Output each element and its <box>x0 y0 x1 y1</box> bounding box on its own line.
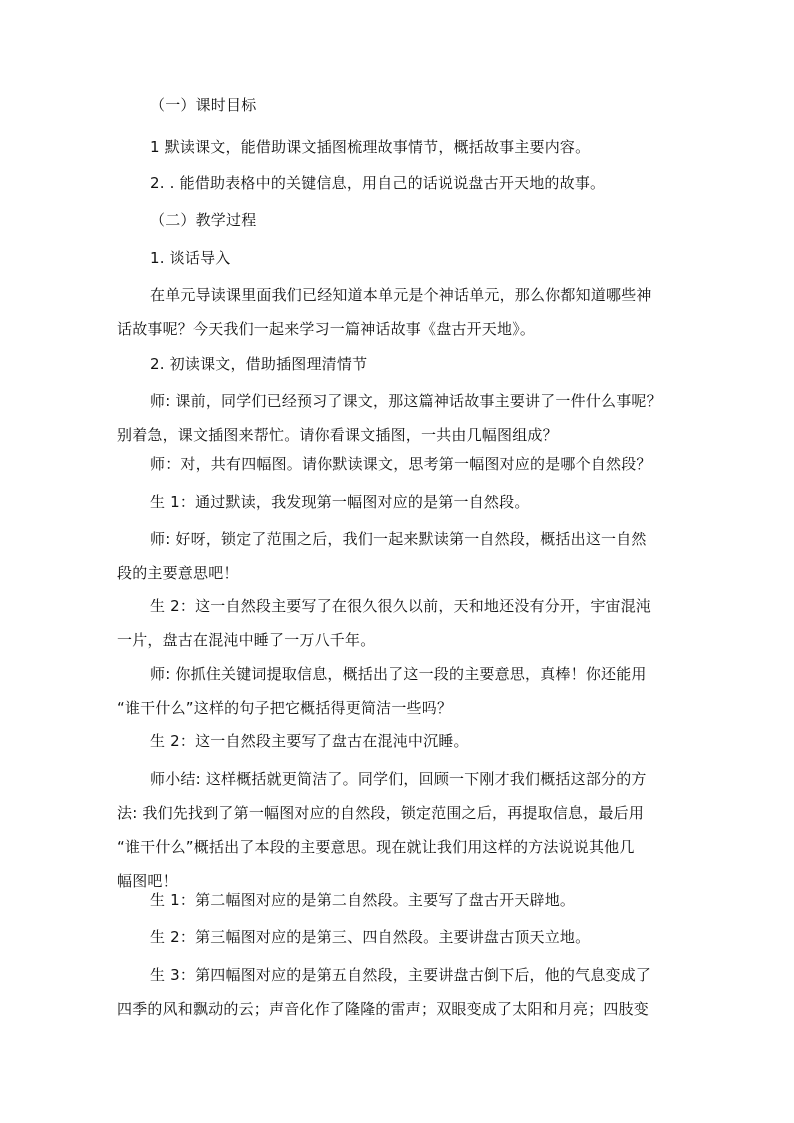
paragraph-line: 话故事呢？今天我们一起来学习一篇神话故事《盘古开天地》。 <box>117 320 536 338</box>
paragraph-line: 生 3：第四幅图对应的是第五自然段，主要讲盘古倒下后，他的气息变成了 <box>150 966 652 984</box>
paragraph-line: 在单元导读课里面我们已经知道本单元是个神话单元，那么你都知道哪些神 <box>150 286 652 304</box>
paragraph-line: 四季的风和飘动的云；声音化作了隆隆的雷声；双眼变成了太阳和月亮；四肢变 <box>117 1000 650 1018</box>
paragraph-line: 师小结: 这样概括就更简洁了。同学们，回顾一下刚才我们概括这部分的方 <box>150 770 647 788</box>
paragraph-line: 一片，盘古在混沌中睡了一万八千年。 <box>117 631 376 649</box>
paragraph-line: 幅图吧！ <box>117 872 178 890</box>
paragraph-line: 1. 谈话导入 <box>150 249 231 267</box>
paragraph-line: 法: 我们先找到了第一幅图对应的自然段，锁定范围之后，再提取信息，最后用 <box>117 804 645 822</box>
paragraph-line: 1 默读课文，能借助课文插图梳理故事情节，概括故事主要内容。 <box>150 138 591 156</box>
paragraph-line: 生 2：第三幅图对应的是第三、四自然段。主要讲盘古顶天立地。 <box>150 928 591 946</box>
paragraph-line: “谁干什么”概括出了本段的主要意思。现在就让我们用这样的方法说说其他几 <box>117 838 635 856</box>
paragraph-line: 师: 你抓住关键词提取信息，概括出了这一段的主要意思，真棒！你还能用 <box>150 665 647 683</box>
paragraph-line: 段的主要意思吧！ <box>117 564 239 582</box>
paragraph-line: 2. . 能借助表格中的关键信息，用自己的话说说盘古开天地的故事。 <box>150 174 606 192</box>
paragraph-line: 生 1：通过默读，我发现第一幅图对应的是第一自然段。 <box>150 493 530 511</box>
paragraph-line: 生 2：这一自然段主要写了盘古在混沌中沉睡。 <box>150 732 469 750</box>
paragraph-line: 师: 好呀，锁定了范围之后，我们一起来默读第一自然段，概括出这一自然 <box>150 530 647 548</box>
paragraph-line: （一）课时目标 <box>150 96 257 114</box>
paragraph-line: 生 2：这一自然段主要写了在很久很久以前，天和地还没有分开，宇宙混沌 <box>150 597 652 615</box>
paragraph-line: （二）教学过程 <box>150 211 257 229</box>
paragraph-line: 师: 课前，同学们已经预习了课文，那这篇神话故事主要讲了一件什么事呢？ <box>150 392 662 410</box>
paragraph-line: 师：对，共有四幅图。请你默读课文，思考第一幅图对应的是哪个自然段？ <box>150 455 652 473</box>
paragraph-line: “谁干什么”这样的句子把它概括得更简洁一些吗？ <box>117 699 453 717</box>
paragraph-line: 2. 初读课文，借助插图理清情节 <box>150 355 368 373</box>
paragraph-line: 生 1：第二幅图对应的是第二自然段。主要写了盘古开天辟地。 <box>150 891 576 909</box>
paragraph-line: 别着急，课文插图来帮忙。请你看课文插图，一共由几幅图组成？ <box>117 426 558 444</box>
